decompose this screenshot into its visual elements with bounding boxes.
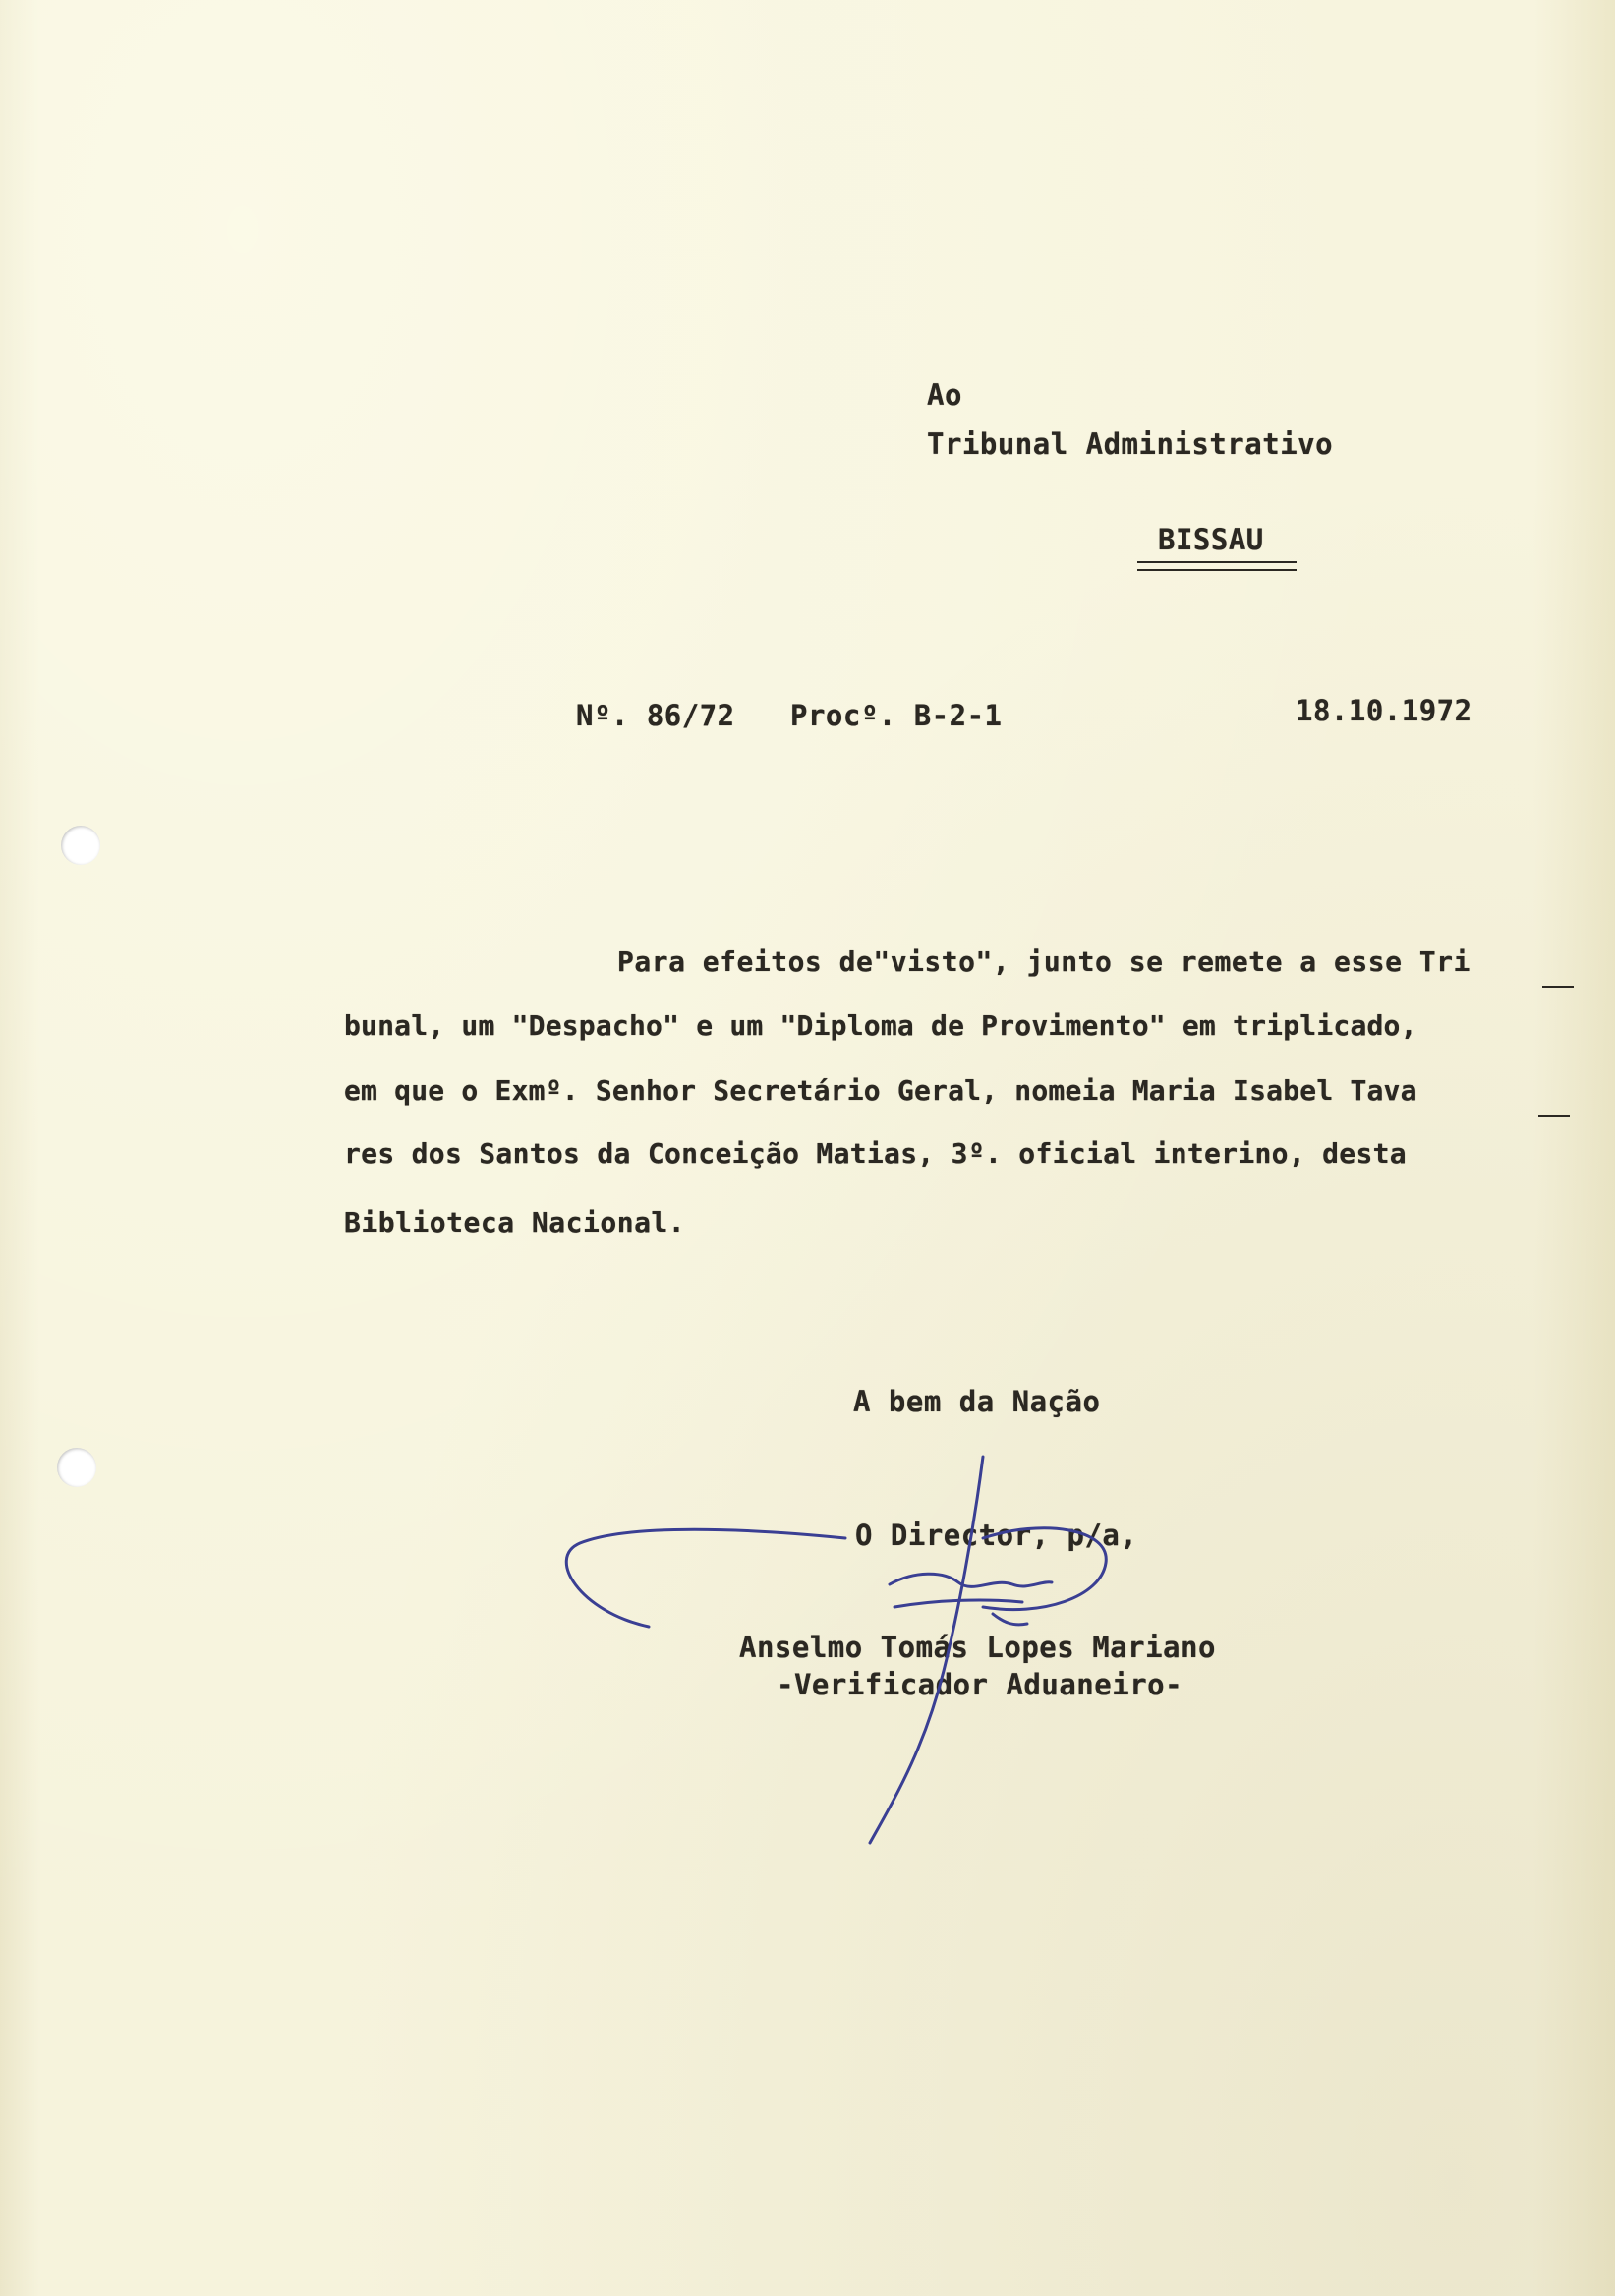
body-line-4: res dos Santos da Conceição Matias, 3º. oficial interino, desta — [344, 1137, 1407, 1170]
body-line-3-underline — [1538, 1115, 1570, 1117]
punch-hole-bottom — [57, 1448, 96, 1487]
body-line-5: Biblioteca Nacional. — [344, 1206, 686, 1238]
signer-title: -Verificador Aduaneiro- — [777, 1668, 1183, 1701]
closing-salutation: A bem da Nação — [853, 1385, 1101, 1418]
body-line-1-underline — [1542, 986, 1574, 988]
body-line-2: bunal, um "Despacho" e um "Diploma de Provimento" em triplicado, — [344, 1009, 1417, 1042]
address-city: BISSAU — [1158, 523, 1264, 556]
reference-process: Procº. B-2-1 — [790, 699, 1003, 732]
body-line-3: em que o Exmº. Senhor Secretário Geral, nomeia Maria Isabel Tava — [344, 1074, 1417, 1107]
city-double-underline — [1137, 561, 1297, 571]
body-line-1: Para efeitos de"visto", junto se remete a esse Tri — [617, 946, 1471, 978]
address-line-recipient: Tribunal Administrativo — [927, 428, 1334, 461]
address-line-ao: Ao — [927, 378, 962, 412]
punch-hole-top — [61, 826, 100, 865]
reference-date: 18.10.1972 — [1296, 694, 1472, 727]
reference-number: Nº. 86/72 — [576, 699, 735, 732]
closing-director: O Director, p/a, — [855, 1519, 1138, 1552]
signer-name: Anselmo Tomás Lopes Mariano — [739, 1631, 1216, 1664]
